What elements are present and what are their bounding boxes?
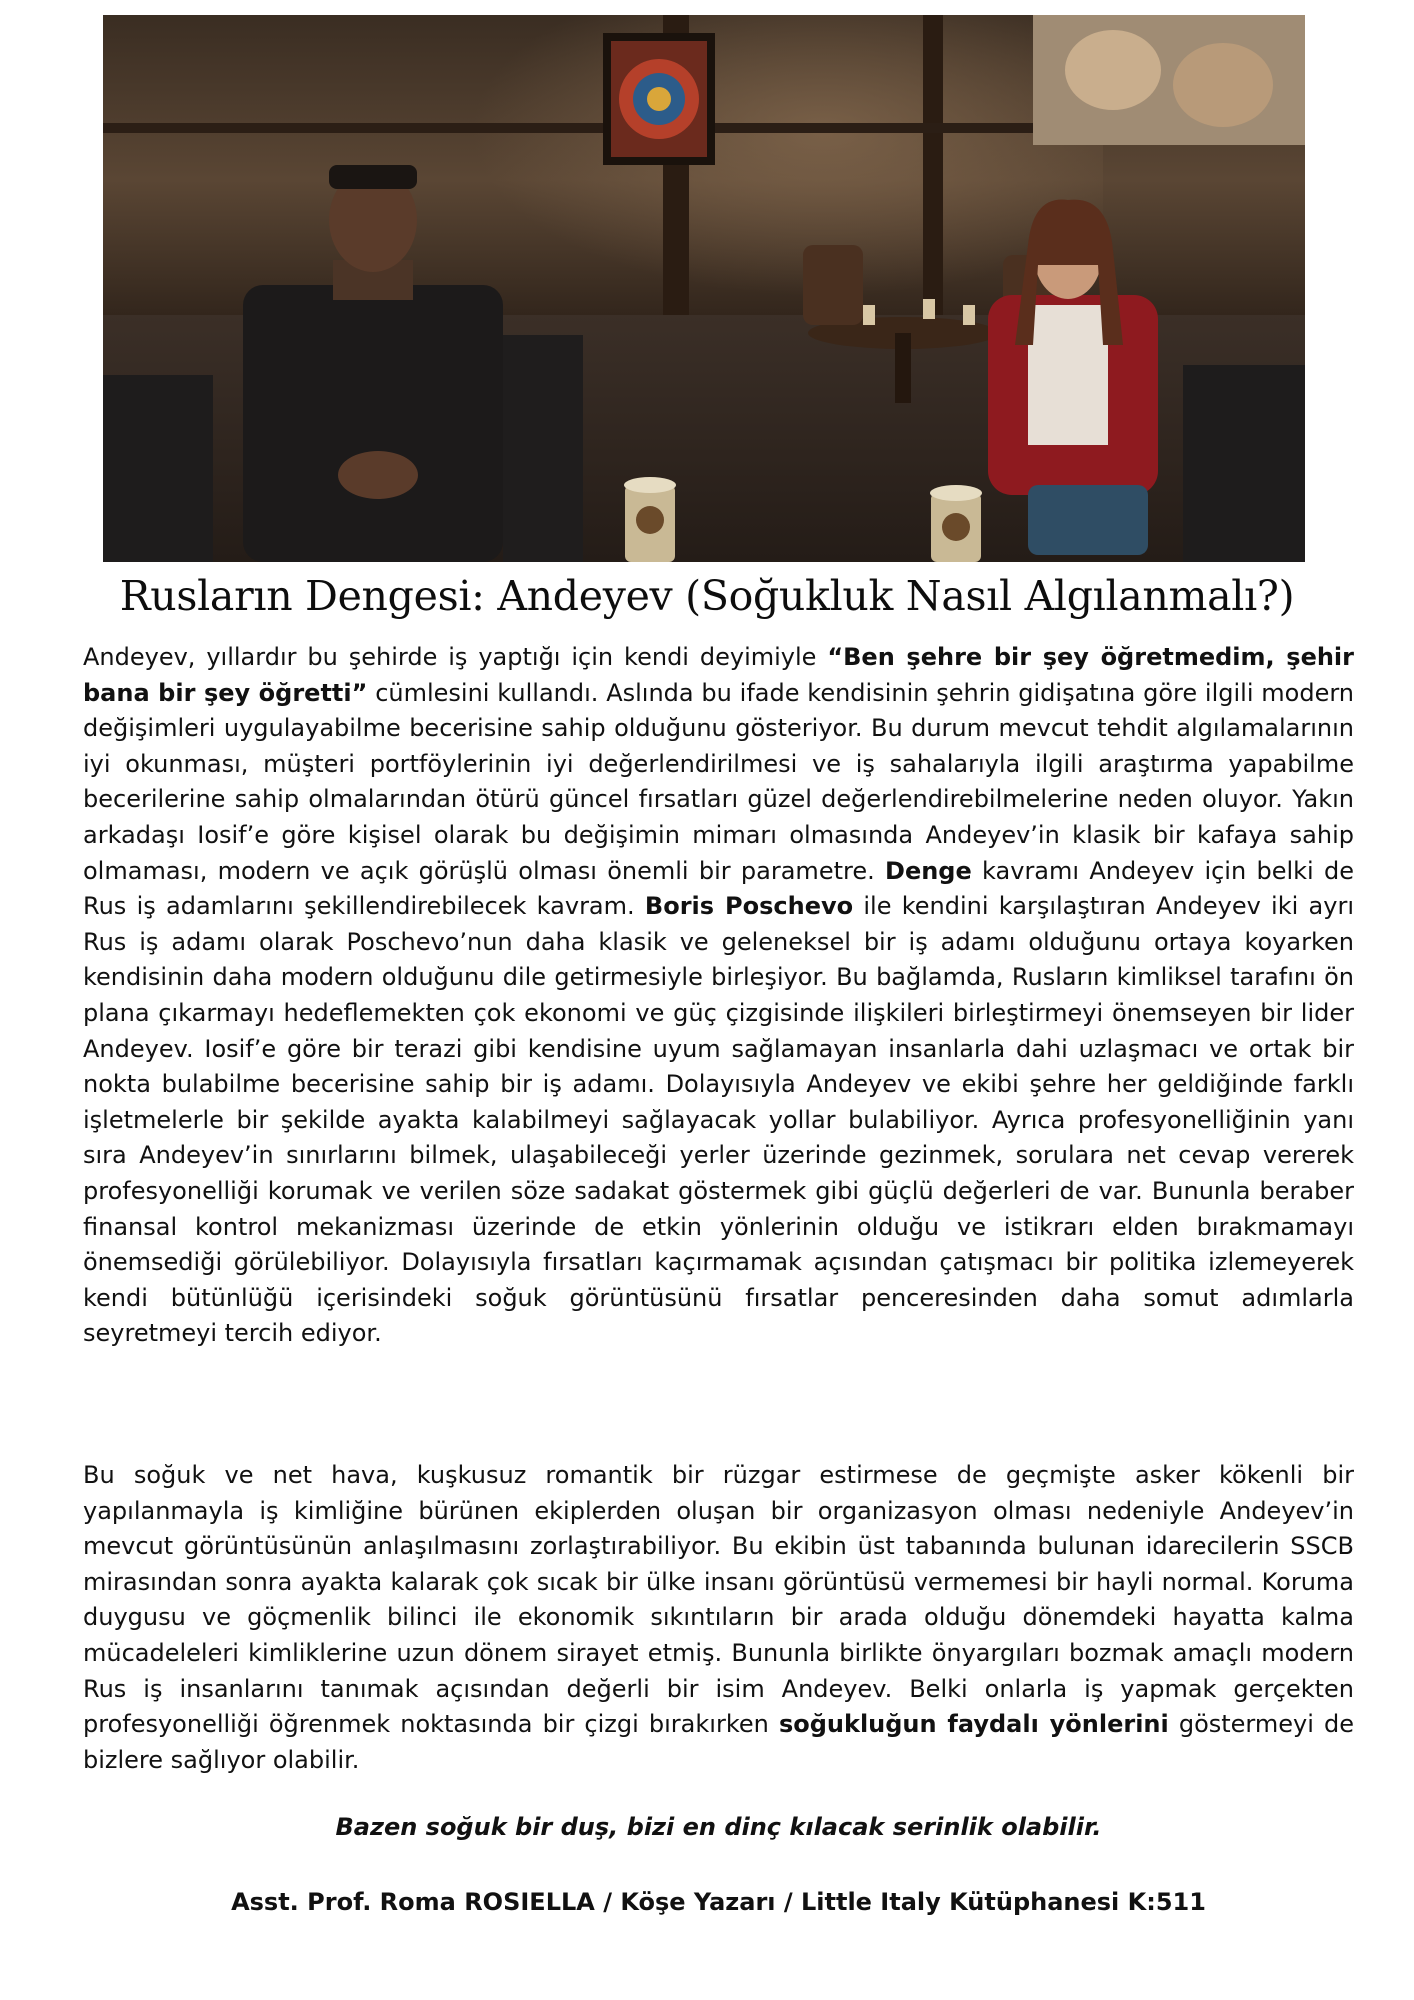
- hero-photo: [103, 15, 1305, 562]
- article-paragraph-1: Andeyev, yıllardır bu şehirde iş yaptığı için kendi deyimiyle “Ben şehre bir şey öğretmedim, şehir bana bir şey öğretti” cümlesini kullandı. Aslında bu ifade kendisinin şehrin gidişatına göre ilgili modern değişimleri uygulayabilme becerisine sahip olduğunu gösteriyor. Bu durum mevcut tehdit algılamalarının iyi okunması, müşteri portföylerinin iyi değerlendirilmesi ve iş sahalarıyla ilgili araştırma yapabilme becerilerine sahip olmalarından ötürü güncel fırsatları güzel değerlendirebilmelerine neden oluyor. Yakın arkadaşı Iosif’e göre kişisel olarak bu değişimin mimarı olmasında Andeyev’in klasik bir kafaya sahip olmaması, modern ve açık görüşlü olması önemli bir parametre. Denge kavramı Andeyev için belki de Rus iş adamlarını şekillendirebilecek kavram. Boris Poschevo ile kendini karşılaştıran Andeyev iki ayrı Rus iş adamı olarak Poschevo’nun daha klasik ve geleneksel bir iş adamı olduğunu ortaya koyarken kendisinin daha modern olduğunu dile getirmesiyle birleşiyor. Bu bağlamda, Rusların kimliksel tarafını ön plana çıkarmayı hedeflemekten çok ekonomi ve güç çizgisinde ilişkileri birleştirmeyi önemseyen bir lider Andeyev. Iosif’e göre bir terazi gibi kendisine uyum sağlamayan insanlarla dahi uzlaşmacı ve ortak bir nokta bulabilme becerisine sahip bir iş adamı. Dolayısıyla Andeyev ve ekibi şehre her geldiğinde farklı işletmelerle bir şekilde ayakta kalabilmeyi sağlayacak yollar bulabiliyor. Ayrıca profesyonelliğinin yanı sıra Andeyev’in sınırlarını bilmek, ulaşabileceği yerler üzerinde gezinmek, sorulara net cevap vererek profesyonelliği korumak ve verilen söze sadakat göstermek gibi güçlü değerleri de var. Bununla beraber finansal kontrol mekanizması üzerinde de etkin yönlerinin olduğu ve istikrarı elden bırakmamayı önemsediği görülebiliyor. Dolayısıyla fırsatları kaçırmamak açısından çatışmacı bir politika izlemeyerek kendi bütünlüğü içerisindeki soğuk görüntüsünü fırsatlar penceresinden daha somut adımlarla seyretmeyi tercih ediyor.: [83, 643, 1354, 1348]
- article-title: Rusların Dengesi: Andeyev (Soğukluk Nasıl Algılanmalı?): [119, 572, 1295, 620]
- author-signature: Asst. Prof. Roma ROSIELLA / Köşe Yazarı / Little Italy Kütüphanesi K:511: [231, 1888, 1206, 1916]
- article-paragraph-2: Bu soğuk ve net hava, kuşkusuz romantik bir rüzgar estirmese de geçmişte asker kökenli bir yapılanmayla iş kimliğine bürünen ekiplerden oluşan bir organizasyon olması nedeniyle Andeyev’in mevcut görüntüsünün anlaşılmasını zorlaştırabiliyor. Bu ekibin üst tabanında bulunan idarecilerin SSCB mirasından sonra ayakta kalarak çok sıcak bir ülke insanı görüntüsü vermemesi bir hayli normal. Koruma duygusu ve göçmenlik bilinci ile ekonomik sıkıntıların bir arada olduğu dönemdeki hayatta kalma mücadeleleri kimliklerine uzun dönem sirayet etmiş. Bununla birlikte önyargıları bozmak amaçlı modern Rus iş insanlarını tanımak açısından değerli bir isim Andeyev. Belki onlarla iş yapmak gerçekten profesyonelliği öğrenmek noktasında bir çizgi bırakırken soğukluğun faydalı yönlerini göstermeyi de bizlere sağlıyor olabilir.: [83, 1461, 1354, 1774]
- keyword-denge: Denge: [885, 856, 972, 885]
- wall-light: [403, 15, 1103, 345]
- quoted-statement: “Ben şehre bir şey öğretmedim, şehir bana bir şey öğretti”: [83, 643, 1354, 707]
- wooden-pillar: [923, 15, 943, 345]
- coffee-cup: [930, 485, 982, 562]
- emphasis-phrase: soğukluğun faydalı yönlerini: [778, 1710, 1169, 1739]
- closing-quote: Bazen soğuk bir duş, bizi en dinç kılacak serinlik olabilir.: [335, 1813, 1102, 1841]
- cafe-scene-illustration: [103, 15, 1305, 562]
- coffee-cup: [624, 477, 676, 562]
- person-name: Boris Poschevo: [644, 892, 854, 921]
- stained-glass-painting: [603, 33, 715, 165]
- wall-poster: [1033, 15, 1305, 145]
